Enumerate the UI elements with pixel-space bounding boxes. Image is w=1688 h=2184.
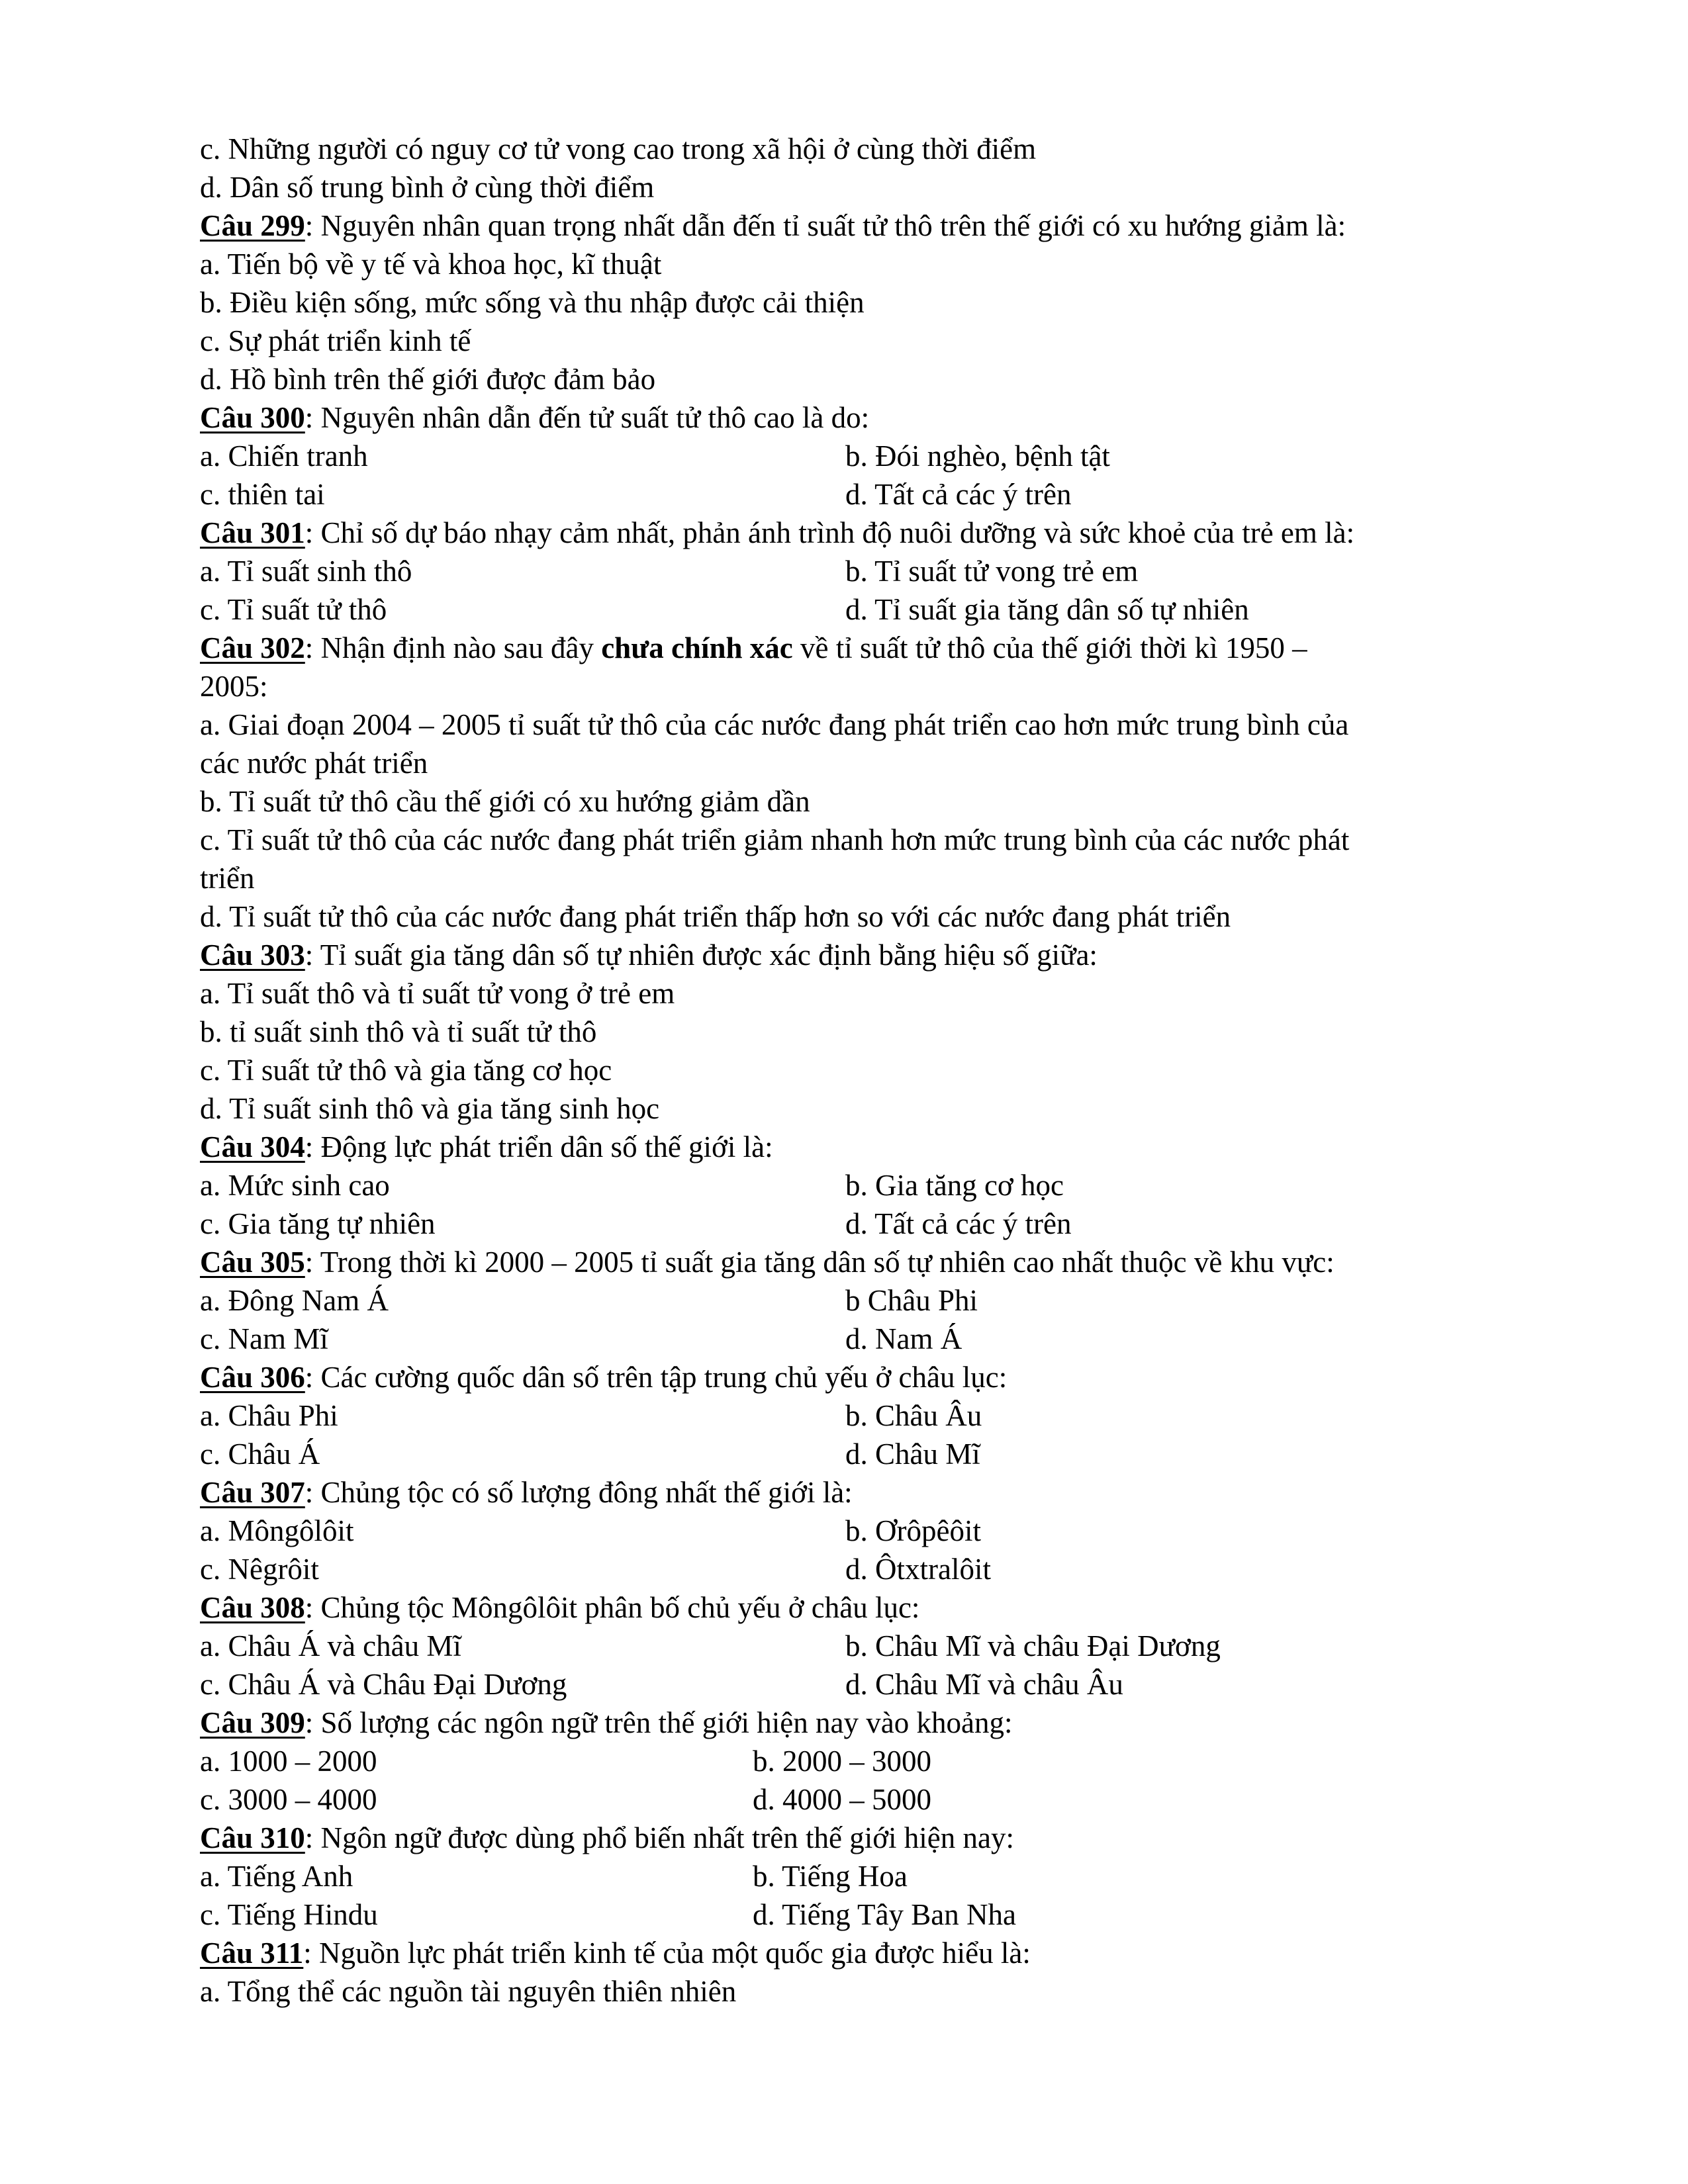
question-text: : Trong thời kì 2000 – 2005 tỉ suất gia tăng dân số tự nhiên cao nhất thuộc về khu vực: <box>305 1246 1335 1279</box>
option-302-a: a. Giai đoạn 2004 – 2005 tỉ suất tử thô của các nước đang phát triển cao hơn mức trung bình của <box>200 708 1349 741</box>
options-304-row-2 <box>200 1205 1524 1243</box>
question-number: Câu 306 <box>200 1361 305 1394</box>
question-number: Câu 308 <box>200 1591 305 1624</box>
question-text: : Chủng tộc có số lượng đông nhất thế giới là: <box>305 1476 853 1509</box>
question-302 <box>200 629 1524 667</box>
option-303-c: c. Tỉ suất tử thô và gia tăng cơ học <box>200 1054 612 1087</box>
question-311 <box>200 1934 1524 1972</box>
option-302-d: d. Tỉ suất tử thô của các nước đang phát triển thấp hơn so với các nước đang phát triển <box>200 900 1231 933</box>
options-310-row-1 <box>200 1857 1524 1895</box>
question-text: : Ngôn ngữ được dùng phổ biến nhất trên thế giới hiện nay: <box>305 1821 1014 1854</box>
question-number: Câu 305 <box>200 1246 305 1279</box>
question-emphasis: chưa chính xác <box>601 631 793 664</box>
option-307-d: d. Ôtxtralôit <box>845 1553 991 1586</box>
option-308-c: c. Châu Á và Châu Đại Dương <box>200 1668 567 1701</box>
option-299-b: b. Điều kiện sống, mức sống và thu nhập được cải thiện <box>200 286 865 319</box>
option-305-b: b Châu Phi <box>845 1284 978 1317</box>
option-303-d: d. Tỉ suất sinh thô và gia tăng sinh học <box>200 1092 660 1125</box>
options-307-row-1 <box>200 1512 1524 1550</box>
option-300-b: b. Đói nghèo, bệnh tật <box>845 439 1110 473</box>
option-309-b: b. 2000 – 3000 <box>753 1745 931 1778</box>
question-304 <box>200 1128 1524 1166</box>
question-text: : Động lực phát triển dân số thế giới là: <box>305 1130 773 1163</box>
question-number: Câu 303 <box>200 938 305 972</box>
question-text: : Tỉ suất gia tăng dân số tự nhiên được xác định bằng hiệu số giữa: <box>305 938 1098 972</box>
question-number: Câu 304 <box>200 1130 305 1163</box>
question-300 <box>200 398 1524 437</box>
option-310-b: b. Tiếng Hoa <box>753 1860 908 1893</box>
options-301-row-2 <box>200 590 1524 629</box>
question-310 <box>200 1819 1524 1857</box>
question-number: Câu 300 <box>200 401 305 434</box>
option-300-c: c. thiên tai <box>200 478 325 511</box>
option-302-b: b. Tỉ suất tử thô cầu thế giới có xu hướng giảm dần <box>200 785 810 818</box>
option-307-b: b. Ơrôpêôit <box>845 1514 981 1547</box>
option-310-d: d. Tiếng Tây Ban Nha <box>753 1898 1016 1931</box>
option-301-d: d. Tỉ suất gia tăng dân số tự nhiên <box>845 593 1249 626</box>
option-305-d: d. Nam Á <box>845 1322 962 1355</box>
question-301 <box>200 514 1524 552</box>
option-301-b: b. Tỉ suất tử vong trẻ em <box>845 555 1139 588</box>
option-309-c: c. 3000 – 4000 <box>200 1783 377 1816</box>
question-299 <box>200 206 1524 245</box>
option-306-c: c. Châu Á <box>200 1437 320 1471</box>
question-number: Câu 310 <box>200 1821 305 1854</box>
option-310-c: c. Tiếng Hindu <box>200 1898 378 1931</box>
option-308-d: d. Châu Mĩ và châu Âu <box>845 1668 1123 1701</box>
question-text: : Chỉ số dự báo nhạy cảm nhất, phản ánh trình độ nuôi dưỡng và sức khoẻ của trẻ em là: <box>305 516 1355 549</box>
options-305-row-2 <box>200 1320 1524 1358</box>
question-text: : Nguyên nhân dẫn đến tử suất tử thô cao là do: <box>305 401 870 434</box>
options-301-row-1 <box>200 552 1524 590</box>
question-text-cont: về tỉ suất tử thô của thế giới thời kì 1950 – <box>792 631 1307 664</box>
options-310-row-2 <box>200 1895 1524 1934</box>
option-300-a: a. Chiến tranh <box>200 439 368 473</box>
option-306-a: a. Châu Phi <box>200 1399 338 1432</box>
option-303-a: a. Tỉ suất thô và tỉ suất tử vong ở trẻ em <box>200 977 675 1010</box>
option-303-b: b. tỉ suất sinh thô và tỉ suất tử thô <box>200 1015 597 1048</box>
options-306-row-1 <box>200 1396 1524 1435</box>
option-310-a: a. Tiếng Anh <box>200 1860 353 1893</box>
option-304-d: d. Tất cả các ý trên <box>845 1207 1072 1240</box>
options-308-row-2 <box>200 1665 1524 1704</box>
options-306-row-2 <box>200 1435 1524 1473</box>
question-309 <box>200 1704 1524 1742</box>
option-307-a: a. Môngôlôit <box>200 1514 354 1547</box>
question-305 <box>200 1243 1524 1281</box>
option-309-d: d. 4000 – 5000 <box>753 1783 931 1816</box>
option-299-a: a. Tiến bộ về y tế và khoa học, kĩ thuật <box>200 248 662 281</box>
options-300-row-2 <box>200 475 1524 514</box>
question-text: : Nhận định nào sau đây <box>305 631 602 664</box>
question-number: Câu 301 <box>200 516 305 549</box>
question-number: Câu 302 <box>200 631 305 664</box>
option-299-d: d. Hồ bình trên thế giới được đảm bảo <box>200 363 656 396</box>
question-number: Câu 309 <box>200 1706 305 1739</box>
option-298-c: c. Những người có nguy cơ tử vong cao trong xã hội ở cùng thời điểm <box>200 132 1037 165</box>
option-304-a: a. Mức sinh cao <box>200 1169 390 1202</box>
options-309-row-1 <box>200 1742 1524 1780</box>
question-text: : Số lượng các ngôn ngữ trên thế giới hiện nay vào khoảng: <box>305 1706 1013 1739</box>
option-304-b: b. Gia tăng cơ học <box>845 1169 1064 1202</box>
option-307-c: c. Nêgrôit <box>200 1553 319 1586</box>
options-305-row-1 <box>200 1281 1524 1320</box>
options-307-row-2 <box>200 1550 1524 1588</box>
option-302-c-cont: triển <box>200 862 255 895</box>
options-309-row-2 <box>200 1780 1524 1819</box>
option-302-a-cont: các nước phát triển <box>200 747 428 780</box>
option-302-c: c. Tỉ suất tử thô của các nước đang phát triển giảm nhanh hơn mức trung bình của các nước phát <box>200 823 1350 856</box>
question-text: : Chủng tộc Môngôlôit phân bố chủ yếu ở châu lục: <box>305 1591 920 1624</box>
option-301-c: c. Tỉ suất tử thô <box>200 593 387 626</box>
question-text: : Nguồn lực phát triển kinh tế của một quốc gia được hiểu là: <box>303 1936 1031 1970</box>
option-308-b: b. Châu Mĩ và châu Đại Dương <box>845 1629 1221 1662</box>
question-number: Câu 311 <box>200 1936 304 1970</box>
option-305-a: a. Đông Nam Á <box>200 1284 389 1317</box>
option-305-c: c. Nam Mĩ <box>200 1322 328 1355</box>
option-306-b: b. Châu Âu <box>845 1399 982 1432</box>
options-308-row-1 <box>200 1627 1524 1665</box>
option-298-d: d. Dân số trung bình ở cùng thời điểm <box>200 171 655 204</box>
question-306 <box>200 1358 1524 1396</box>
question-302-cont: 2005: <box>200 670 268 703</box>
option-301-a: a. Tỉ suất sinh thô <box>200 555 412 588</box>
option-300-d: d. Tất cả các ý trên <box>845 478 1072 511</box>
question-308 <box>200 1588 1524 1627</box>
question-307 <box>200 1473 1524 1512</box>
question-text: : Nguyên nhân quan trọng nhất dẫn đến tỉ suất tử thô trên thế giới có xu hướng giảm là: <box>305 209 1346 242</box>
option-304-c: c. Gia tăng tự nhiên <box>200 1207 436 1240</box>
option-299-c: c. Sự phát triển kinh tế <box>200 324 471 357</box>
options-300-row-1 <box>200 437 1524 475</box>
option-311-a: a. Tổng thể các nguồn tài nguyên thiên nhiên <box>200 1975 737 2008</box>
option-306-d: d. Châu Mĩ <box>845 1437 980 1471</box>
option-309-a: a. 1000 – 2000 <box>200 1745 377 1778</box>
option-308-a: a. Châu Á và châu Mĩ <box>200 1629 461 1662</box>
options-304-row-1 <box>200 1166 1524 1205</box>
question-303 <box>200 936 1524 974</box>
question-number: Câu 299 <box>200 209 305 242</box>
question-text: : Các cường quốc dân số trên tập trung chủ yếu ở châu lục: <box>305 1361 1008 1394</box>
question-number: Câu 307 <box>200 1476 305 1509</box>
